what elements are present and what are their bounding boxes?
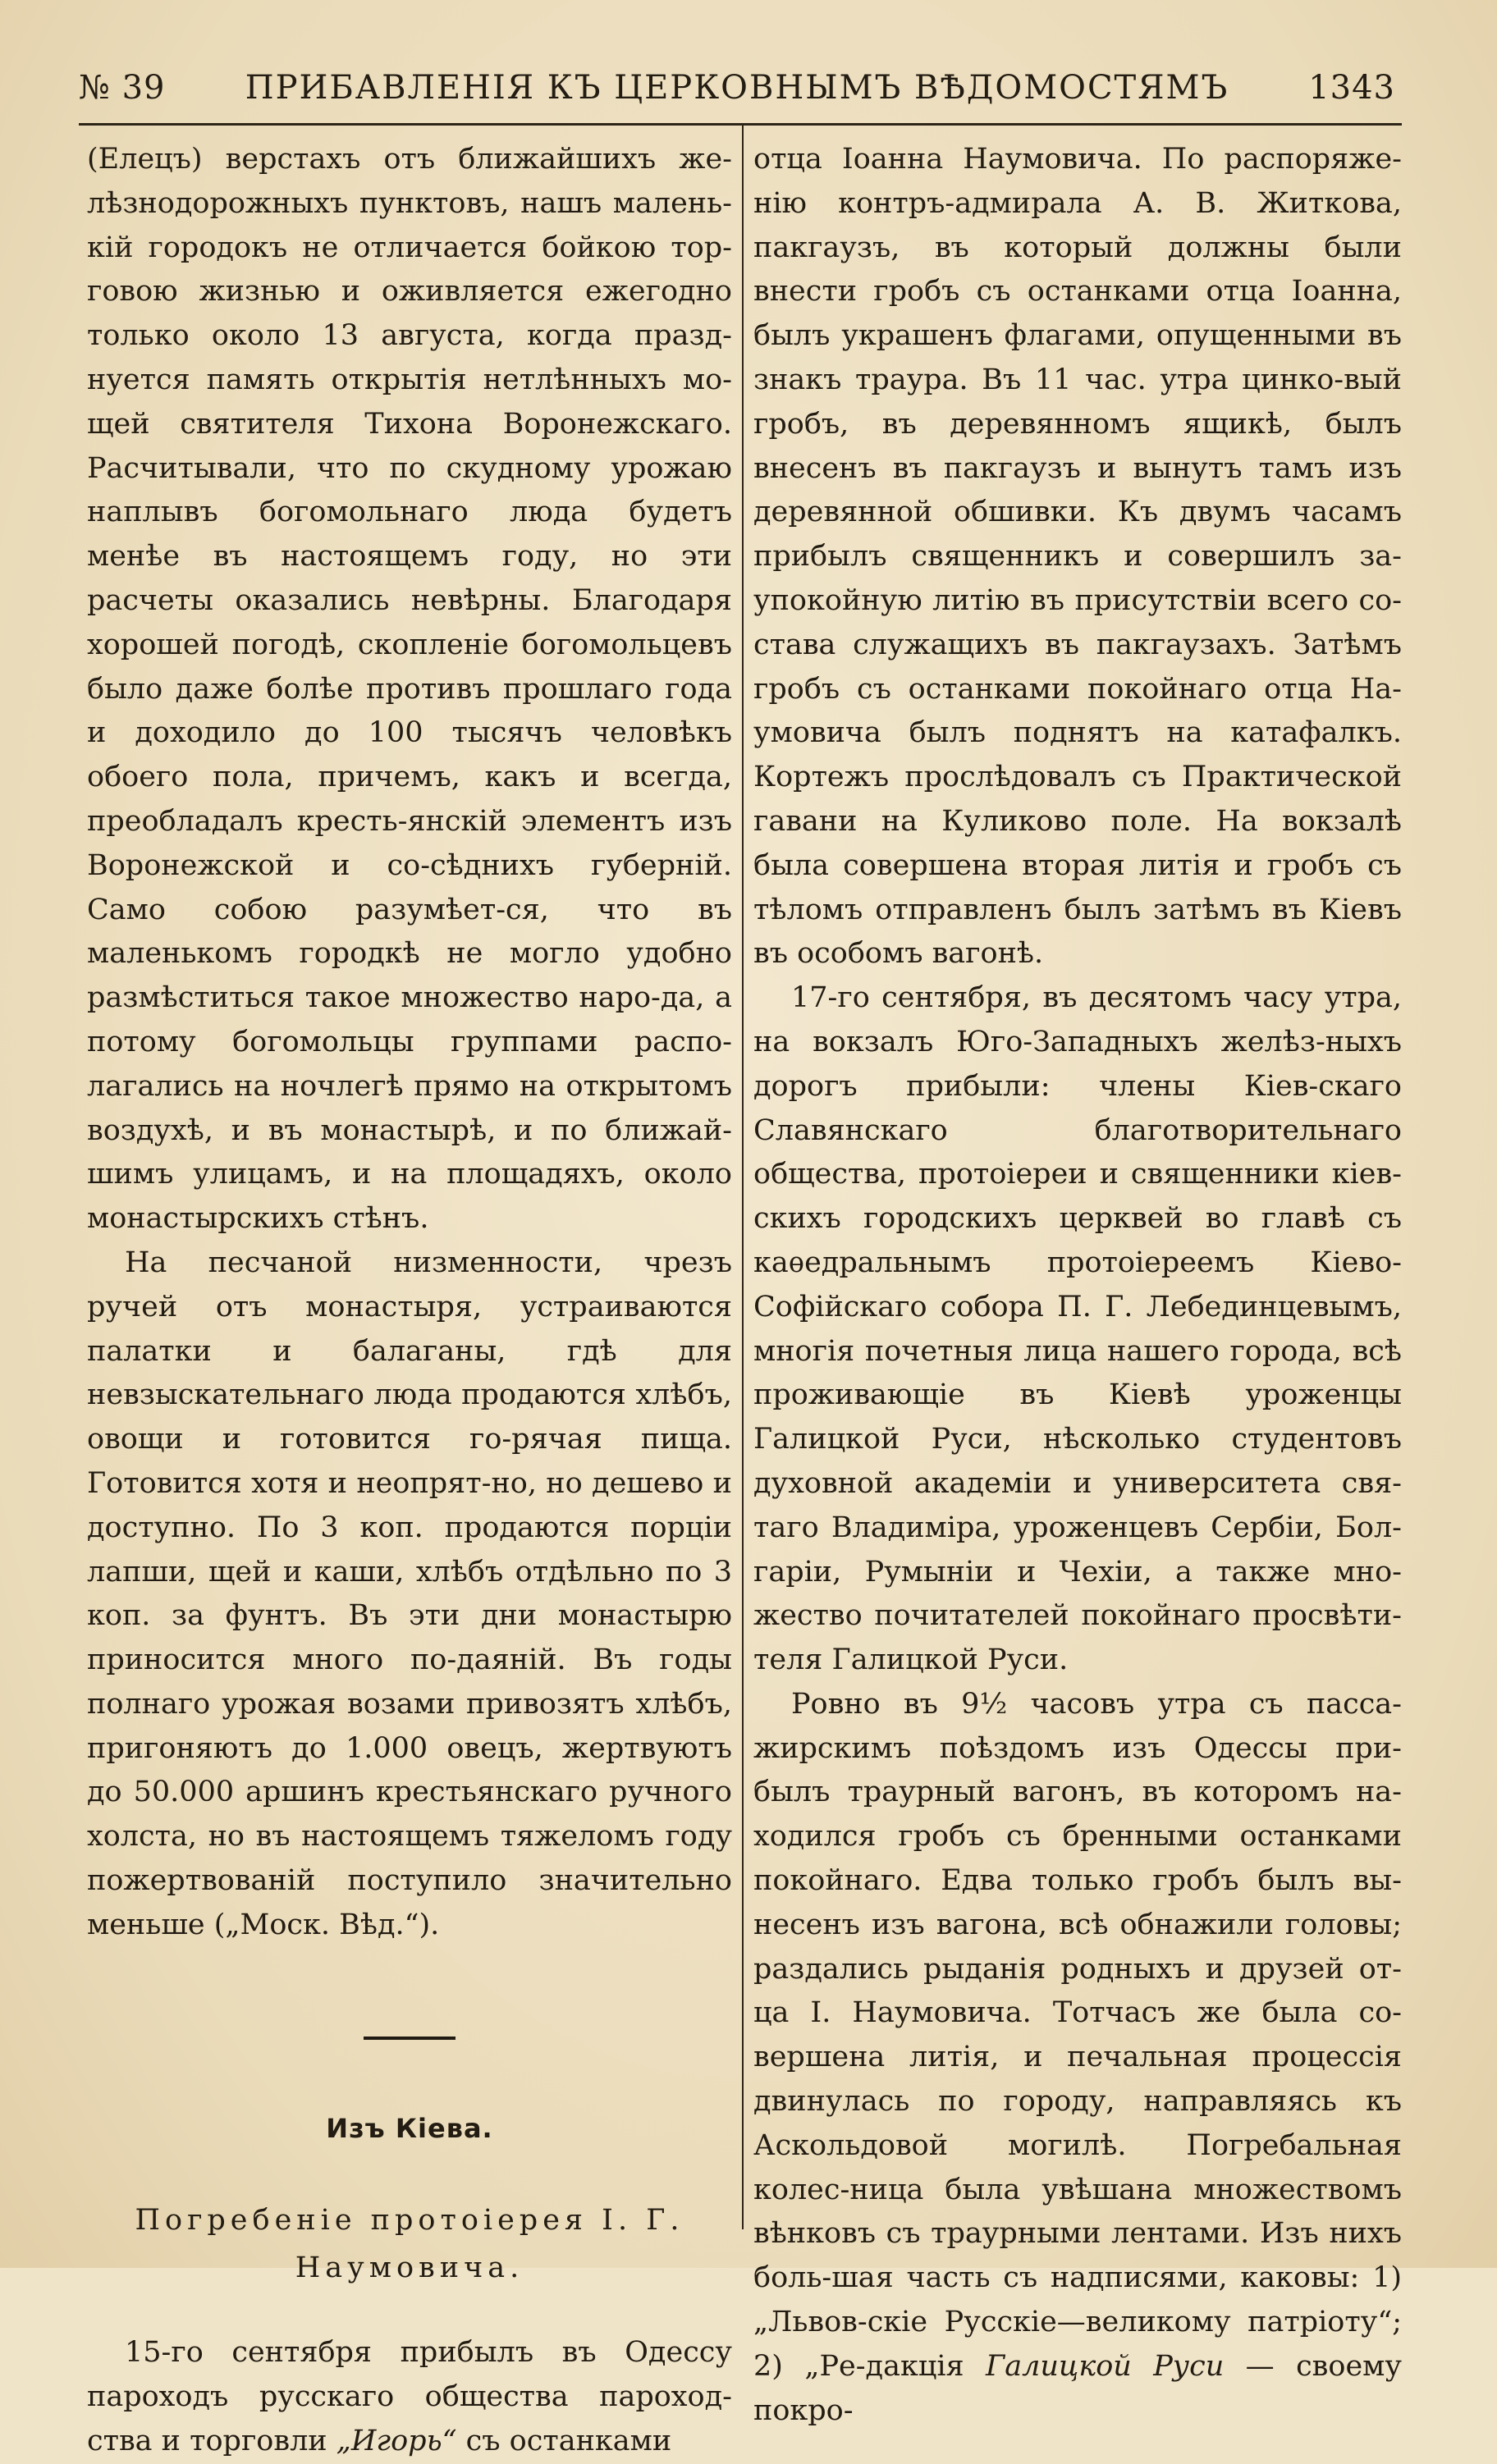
running-header — [79, 64, 1395, 113]
paragraph-funeral-procession — [753, 1683, 1402, 2434]
ship-name: „Игорь“ — [336, 2425, 457, 2458]
paragraph-warehouse: отца Іоанна Наумовича. По распоряже-нію контръ-адмирала А. В. Житкова, пакгаузъ, въ который должны были внести гробъ съ останками отца Іоанна, былъ украшенъ флагами, опущенными въ знакъ траура. Въ 11 час. утра цинко-вый гробъ, въ деревянномъ ящикѣ, былъ внесенъ въ пакгаузъ и вынутъ тамъ изъ деревянной обшивки. Къ двумъ часамъ прибылъ священникъ и совершилъ за-упокойную литію въ присутствіи всего со-става служащихъ въ пакгаузахъ. Затѣмъ гробъ съ останками покойнаго отца На-умовича былъ поднятъ на катафалкъ. Кортежъ прослѣдовалъ съ Практической гавани на Куликово поле. На вокзалѣ была совершена вторая литія и гробъ съ тѣломъ отправленъ былъ затѣмъ въ Кіевъ въ особомъ вагонѣ. — [753, 143, 1402, 971]
text-run: съ останками — [456, 2425, 672, 2458]
paragraph-kiev-station: 17-го сентября, въ десятомъ часу утра, на вокзалъ Юго-Западныхъ желѣз-ныхъ дорогъ прибыли: члены Кіев-скаго Славянскаго благотворительнаго общества, протоіереи и священники кіев-скихъ городскихъ церквей во главѣ съ каѳедральнымъ протоіереемъ Кіево-Софійскаго собора П. Г. Лебединцевымъ, многія почетныя лица нашего города, всѣ проживающіе въ Кіевѣ уроженцы Галицкой Руси, нѣсколько студентовъ духовной академіи и университета свя-таго Владиміра, уроженцевъ Сербіи, Бол-гаріи, Румыніи и Чехіи, а также мно-жество почитателей покойнаго просвѣти-теля Галицкой Руси. — [753, 981, 1402, 1677]
issue-number: № 39 — [79, 69, 166, 107]
section-separator — [364, 2037, 456, 2040]
newspaper-name: Галицкой Руси — [986, 2349, 1225, 2383]
text-run: — своему покро- — [753, 2349, 1402, 2427]
paragraph-yelets-pilgrims: (Елецъ) верстахъ отъ ближайшихъ же-лѣзнодорожныхъ пунктовъ, нашъ малень-кій городокъ не отличается бойкою тор-говою жизнью и оживляется ежегодно только около 13 августа, когда празд-нуется память открытія нетлѣнныхъ мо-щей святителя Тихона Воронежскаго. Расчитывали, что по скудному урожаю наплывъ богомольнаго люда будетъ менѣе въ настоящемъ году, но эти расчеты оказались невѣрны. Благодаря хорошей погодѣ, скопленіе богомольцевъ было даже болѣе противъ прошлаго года и доходило до 100 тысячъ человѣкъ обоего пола, причемъ, какъ и всегда, преобладалъ кресть-янскій элементъ изъ Воронежской и со-сѣднихъ губерній. Само собою разумѣет-ся, что въ маленькомъ городкѣ не могло удобно размѣститься такое множество наро-да, а потому богомольцы группами распо-лагались на ночлегѣ прямо на открытомъ воздухѣ, и въ монастырѣ, и по ближай-шимъ улицамъ, и на площадяхъ, около монастырскихъ стѣнъ. — [87, 143, 732, 1236]
article-title: Погребеніе протоіерея І. Г. Наумовича. — [135, 2204, 684, 2285]
section-heading: Изъ Кіева. — [326, 2112, 493, 2144]
text-run: Ровно въ 9½ часовъ утра съ пасса-жирскимъ поѣздомъ изъ Одессы при-былъ траурный вагонъ, въ которомъ на-ходился гробъ съ бренными останками покойнаго. Едва только гробъ былъ вы-несенъ изъ вагона, всѣ обнажили головы; раздались рыданія родныхъ и друзей от-ца І. Наумовича. Тотчасъ же была со-вершена литія, и печальная процессія двинулась по городу, направляясь къ Аскольдовой могилѣ. Погребальная колес-ница была увѣшана множествомъ вѣнковъ съ траурными лентами. Изъ нихъ боль-шая часть съ надписями, каковы: 1) „Львов-скіе Русскіе—великому патріоту“; 2) „Ре-дакція — [753, 1687, 1402, 2383]
column-divider — [742, 125, 744, 2229]
paragraph-market-stalls: На песчаной низменности, чрезъ ручей отъ монастыря, устраиваются палатки и балаганы, гдѣ для невзыскательнаго люда продаются хлѣбъ, овощи и готовится го-рячая пища. Готовится хотя и неопрят-но, но дешево и доступно. По 3 коп. продаются порціи лапши, щей и каши, хлѣбъ отдѣльно по 3 коп. за фунтъ. Въ эти дни монастырю приносится много по-даяній. Въ годы полнаго урожая возами привозятъ хлѣбъ, пригоняютъ до 1.000 овецъ, жертвуютъ до 50.000 аршинъ крестьянскаго ручного холста, но въ настоящемъ тяжеломъ году пожертвованій поступило значительно меньше („Моск. Вѣд.“). — [87, 1246, 732, 1941]
header-rule — [79, 123, 1402, 126]
right-column — [753, 138, 1402, 2433]
paragraph-odessa-arrival — [87, 2331, 732, 2463]
text-run: 15-го сентября прибылъ въ Одессу пароходъ русскаго общества пароход-ства и торговли — [87, 2336, 732, 2458]
publication-title: ПРИБАВЛЕНІЯ КЪ ЦЕРКОВНЫМЪ ВѢДОМОСТЯМЪ — [245, 69, 1229, 107]
left-column — [87, 138, 732, 2464]
page-number: 1343 — [1308, 69, 1395, 107]
